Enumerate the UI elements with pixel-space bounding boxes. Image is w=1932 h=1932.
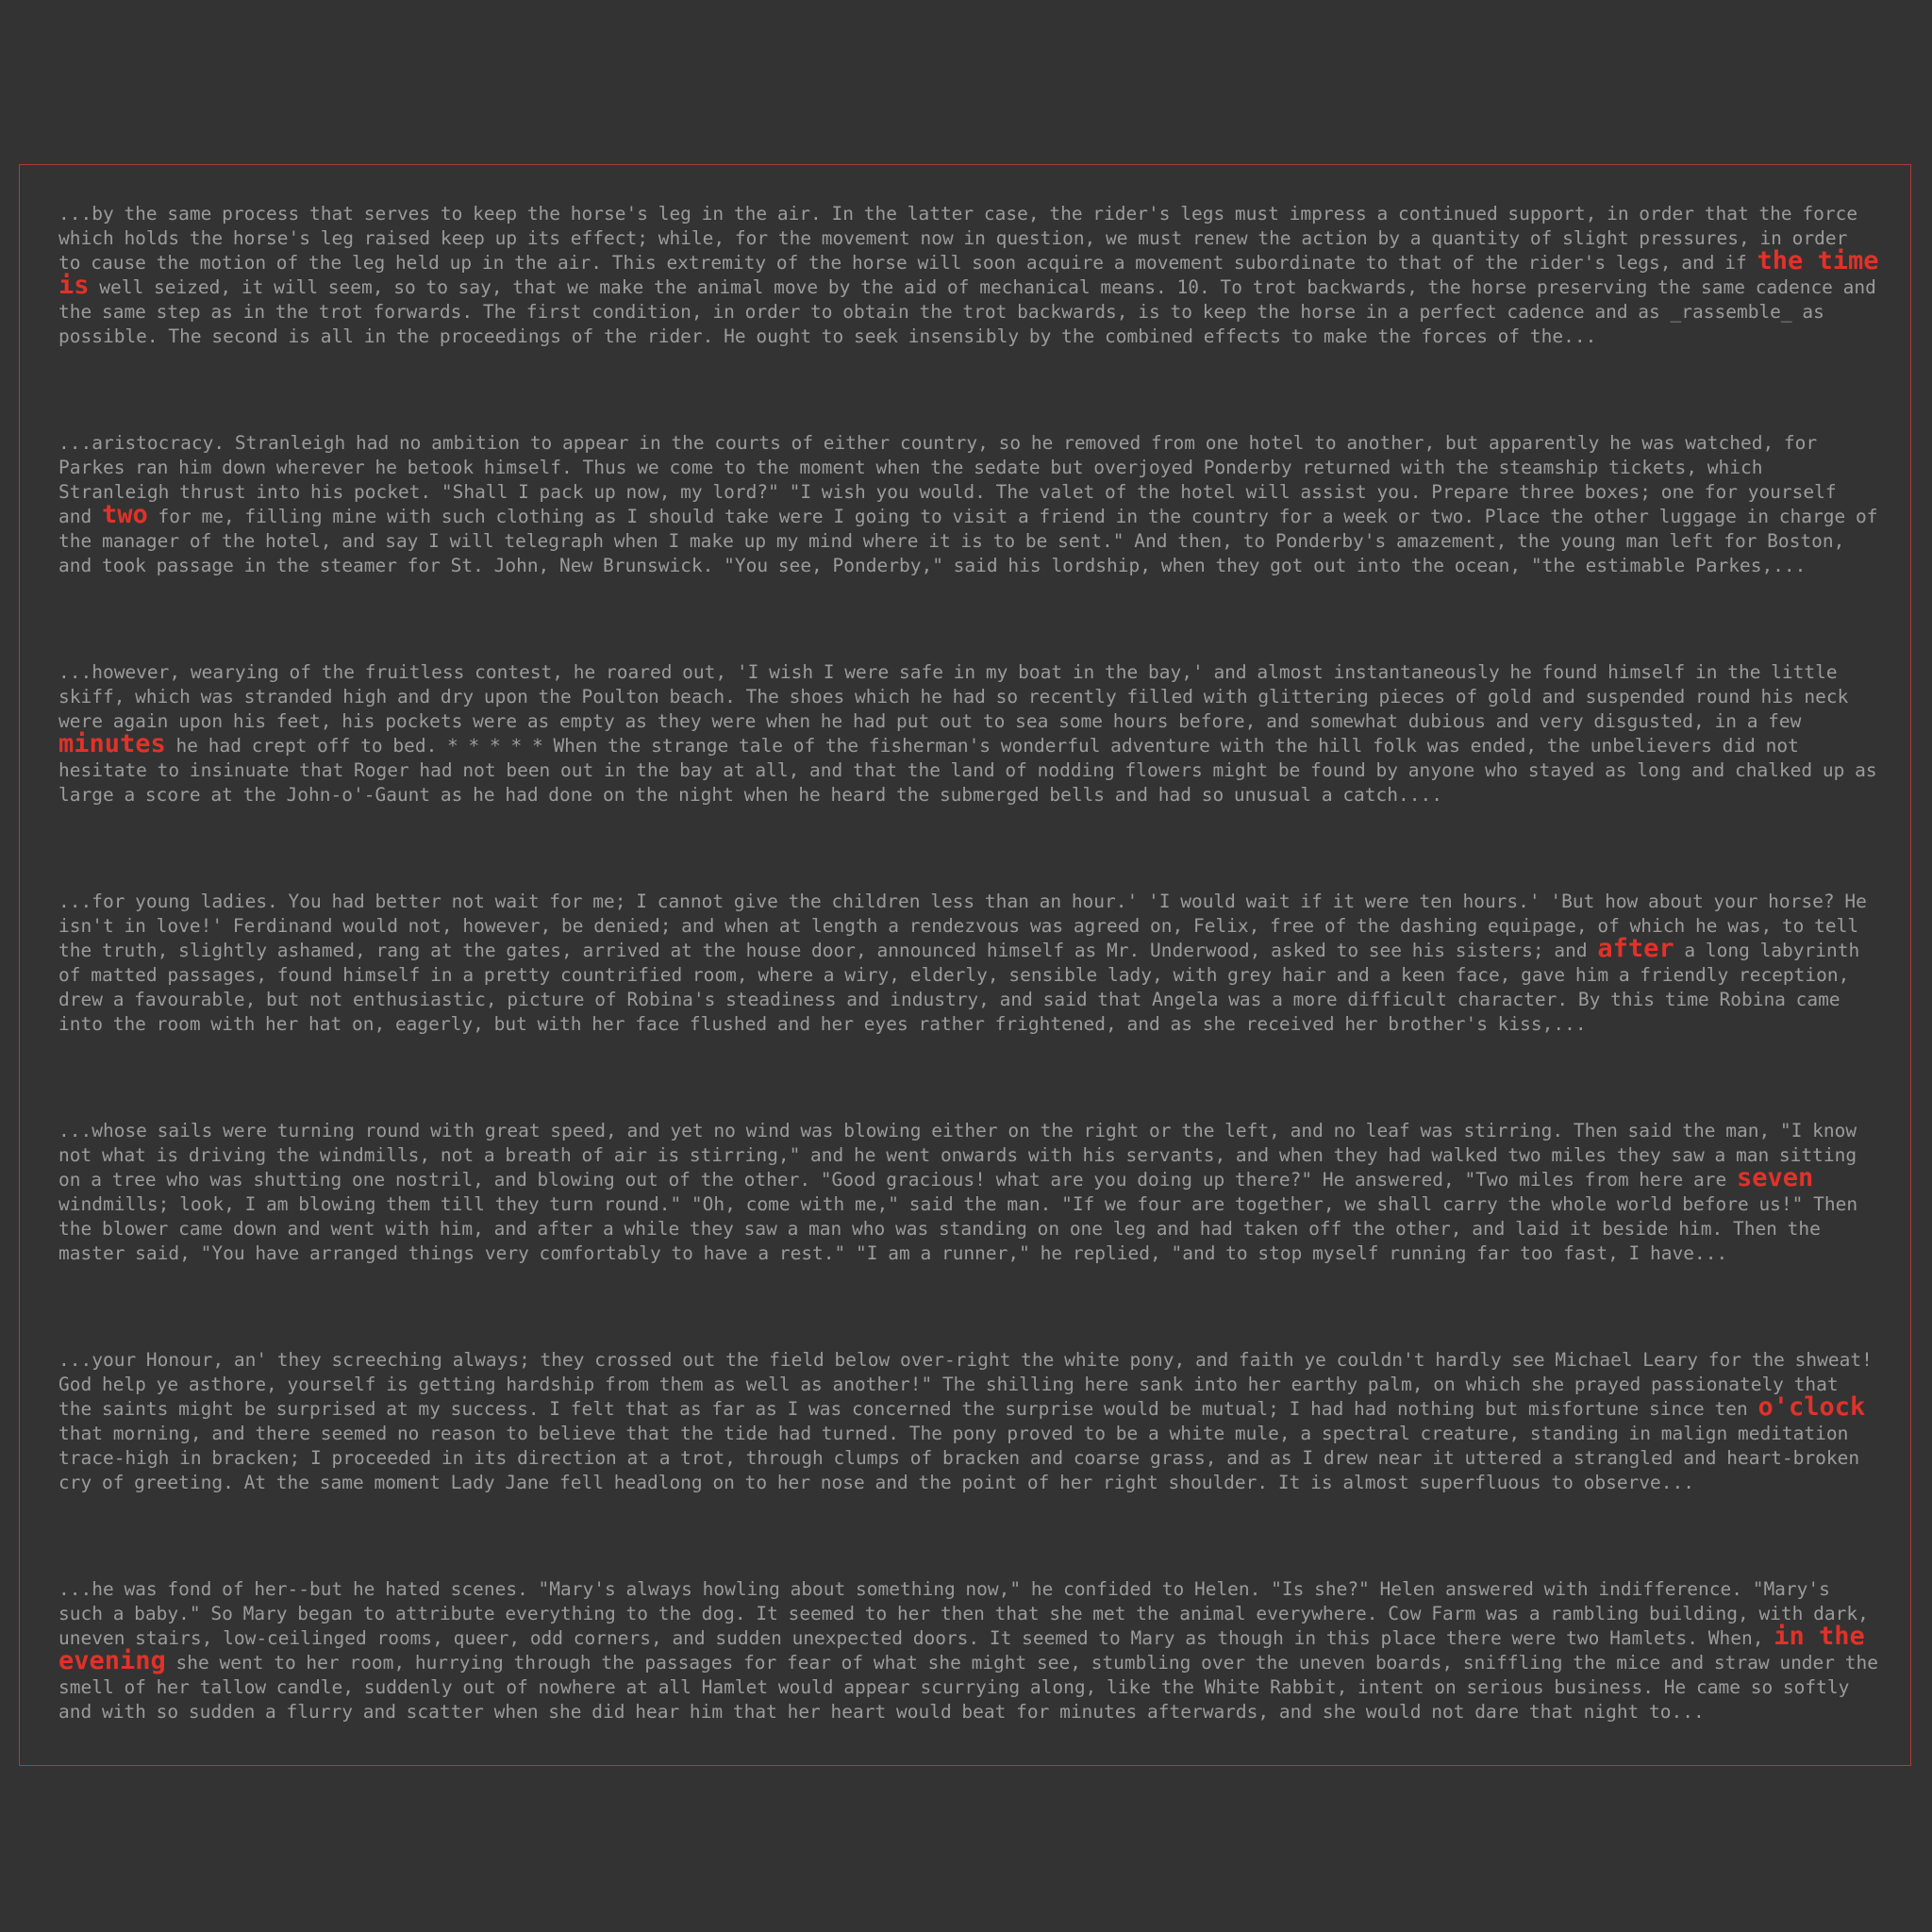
passage-text-after: well seized, it will seem, so to say, that we make the animal move by the aid of mechanical means. 10. To trot backwards, the horse preserving the same cadence and the same step as in the trot forwards. The first condition, in order to obtain the trot backwards, is to keep the horse in a perfect cadence and as _rassemble_ as possible. The second is all in the proceedings of the rider. He ought to seek insensibly by the combined effects to make the forces of the... xyxy=(58,276,1876,347)
highlighted-phrase: after xyxy=(1597,934,1674,963)
passage-text-before: ...he was fond of her--but he hated scenes. "Mary's always howling about something now," he confided to Helen. "Is she?" Helen answered with indifference. "Mary's such a baby." So Mary began to attribute everything to the dog. It seemed to her then that she met the animal everywhere. Cow Farm was a rambling building, with dark, uneven stairs, low-ceilinged rooms, queer, odd corners, and sudden unexpected doors. It seemed to Mary as though in this place there were two Hamlets. When, xyxy=(58,1578,1869,1649)
passage-text-before: ...however, wearying of the fruitless contest, he roared out, 'I wish I were safe in my boat in the bay,' and almost instantaneously he found himself in the little skiff, which was stranded high and dry upon the Poulton beach. The shoes which he had so recently filled with glittering pieces of gold and suspended round his neck were again upon his feet, his pockets were as empty as they were when he had put out to sea some hours before, and somewhat dubious and very disgusted, in a few xyxy=(58,661,1849,732)
passage-text-before: ...whose sails were turning round with great speed, and yet no wind was blowing either on the right or the left, and no leaf was stirring. Then said the man, "I know not what is driving the windmills, not a breath of air is stirring," and he went onwards with his servants, and when they had walked two miles they saw a man sitting on a tree who was shutting one nostril, and blowing out of the other. "Good gracious! what are you doing up there?" He answered, "Two miles from here are xyxy=(58,1120,1857,1191)
passage-7 xyxy=(58,1577,1879,1724)
passage-3 xyxy=(58,660,1879,808)
highlighted-phrase: seven xyxy=(1736,1163,1814,1192)
highlighted-phrase: in the evening xyxy=(58,1622,1865,1675)
highlighted-phrase: o'clock xyxy=(1757,1392,1866,1422)
passage-4 xyxy=(58,890,1879,1037)
passage-1 xyxy=(58,202,1879,349)
passage-text-after: windmills; look, I am blowing them till they turn round." "Oh, come with me," said the man. "If we four are together, we shall carry the whole world before us!" Then the blower came down and went with him, and after a while they saw a man who was standing on one leg and had taken off the other, and laid it beside him. Then the master said, "You have arranged things very comfortably to have a rest." "I am a runner," he replied, "and to stop myself running far too fast, I have... xyxy=(58,1193,1858,1264)
passage-text-after: a long labyrinth of matted passages, found himself in a pretty countrified room, where a wiry, elderly, sensible lady, with grey hair and a keen face, gave him a friendly reception, drew a favourable, but not enthusiastic, picture of Robina's steadiness and industry, and said that Angela was a more difficult character. By this time Robina came into the room with her hat on, eagerly, but with her face flushed and her eyes rather frightened, and as she received her brother's kiss,... xyxy=(58,940,1860,1035)
passage-text-before: ...your Honour, an' they screeching always; they crossed out the field below over-right the white pony, and faith ye couldn't hardly see Michael Leary for the shweat! God help ye asthore, yourself is getting hardship from them as well as another!" The shilling here sank into her earthy palm, on which she prayed passionately that the saints might be surprised at my success. I felt that as far as I was concerned the surprise would be mutual; I had had nothing but misfortune since ten xyxy=(58,1349,1873,1420)
passage-text-after: she went to her room, hurrying through the passages for fear of what she might see, stumbling over the uneven boards, sniffling the mice and straw under the smell of her tallow candle, suddenly out of nowhere at all Hamlet would appear scurrying along, like the White Rabbit, intent on serious business. He came so softly and with so sudden a flurry and scatter when she did hear him that her heart would beat for minutes afterwards, and she would not dare that night to... xyxy=(58,1652,1878,1723)
passage-text-before: ...by the same process that serves to keep the horse's leg in the air. In the latter case, the rider's legs must impress a continued support, in order that the force which holds the horse's leg raised keep up its effect; while, for the movement now in question, we must renew the action by a quantity of slight pressures, in order to cause the motion of the leg held up in the air. This extremity of the horse will soon acquire a movement subordinate to that of the rider's legs, and if xyxy=(58,203,1858,274)
passage-5 xyxy=(58,1119,1879,1266)
passage-text-after: that morning, and there seemed no reason to believe that the tide had turned. The pony proved to be a white mule, a spectral creature, standing in malign meditation trace-high in bracken; I proceeded in its direction at a trot, through clumps of bracken and coarse grass, and as I drew near it uttered a strangled and heart-broken cry of greeting. At the same moment Lady Jane fell headlong on to her nose and the point of her right shoulder. It is almost superfluous to observe... xyxy=(58,1423,1860,1493)
highlighted-phrase: minutes xyxy=(58,729,166,758)
passage-text-after: for me, filling mine with such clothing as I should take were I going to visit a friend in the country for a week or two. Place the other luggage in charge of the manager of the hotel, and say I will telegraph when I make up my mind where it is to be sent." And then, to Ponderby's amazement, the young man left for Boston, and took passage in the steamer for St. John, New Brunswick. "You see, Ponderby," said his lordship, when they got out into the ocean, "the estimable Parkes,... xyxy=(58,506,1878,576)
passage-text-before: ...for young ladies. You had better not wait for me; I cannot give the children less than an hour.' 'I would wait if it were ten hours.' 'But how about your horse? He isn't in love!' Ferdinand would not, however, be denied; and when at length a rendezvous was agreed on, Felix, free of the dashing equipage, of which he was, to tell the truth, slightly ashamed, rang at the gates, arrived at the house door, announced himself as Mr. Underwood, asked to see his sisters; and xyxy=(58,891,1867,961)
highlighted-phrase: the time is xyxy=(58,246,1879,300)
passage-list xyxy=(58,202,1879,1724)
passage-text-after: he had crept off to bed. * * * * * When the strange tale of the fisherman's wonderful adventure with the hill folk was ended, the unbelievers did not hesitate to insinuate that Roger had not been out in the bay at all, and that the land of nodding flowers might be found by anyone who stayed as long and chalked up as large a score at the John-o'-Gaunt as he had done on the night when he heard the submerged bells and had so unusual a catch.... xyxy=(58,735,1877,806)
passage-6 xyxy=(58,1348,1879,1495)
highlighted-phrase: two xyxy=(101,500,148,529)
passage-2 xyxy=(58,431,1879,578)
passage-text-before: ...aristocracy. Stranleigh had no ambition to appear in the courts of either country, so he removed from one hotel to another, but apparently he was watched, for Parkes ran him down wherever he betook himself. Thus we come to the moment when the sedate but overjoyed Ponderby returned with the steamship tickets, which Stranleigh thrust into his pocket. "Shall I pack up now, my lord?" "I wish you would. The valet of the hotel will assist you. Prepare three boxes; one for yourself and xyxy=(58,432,1837,527)
